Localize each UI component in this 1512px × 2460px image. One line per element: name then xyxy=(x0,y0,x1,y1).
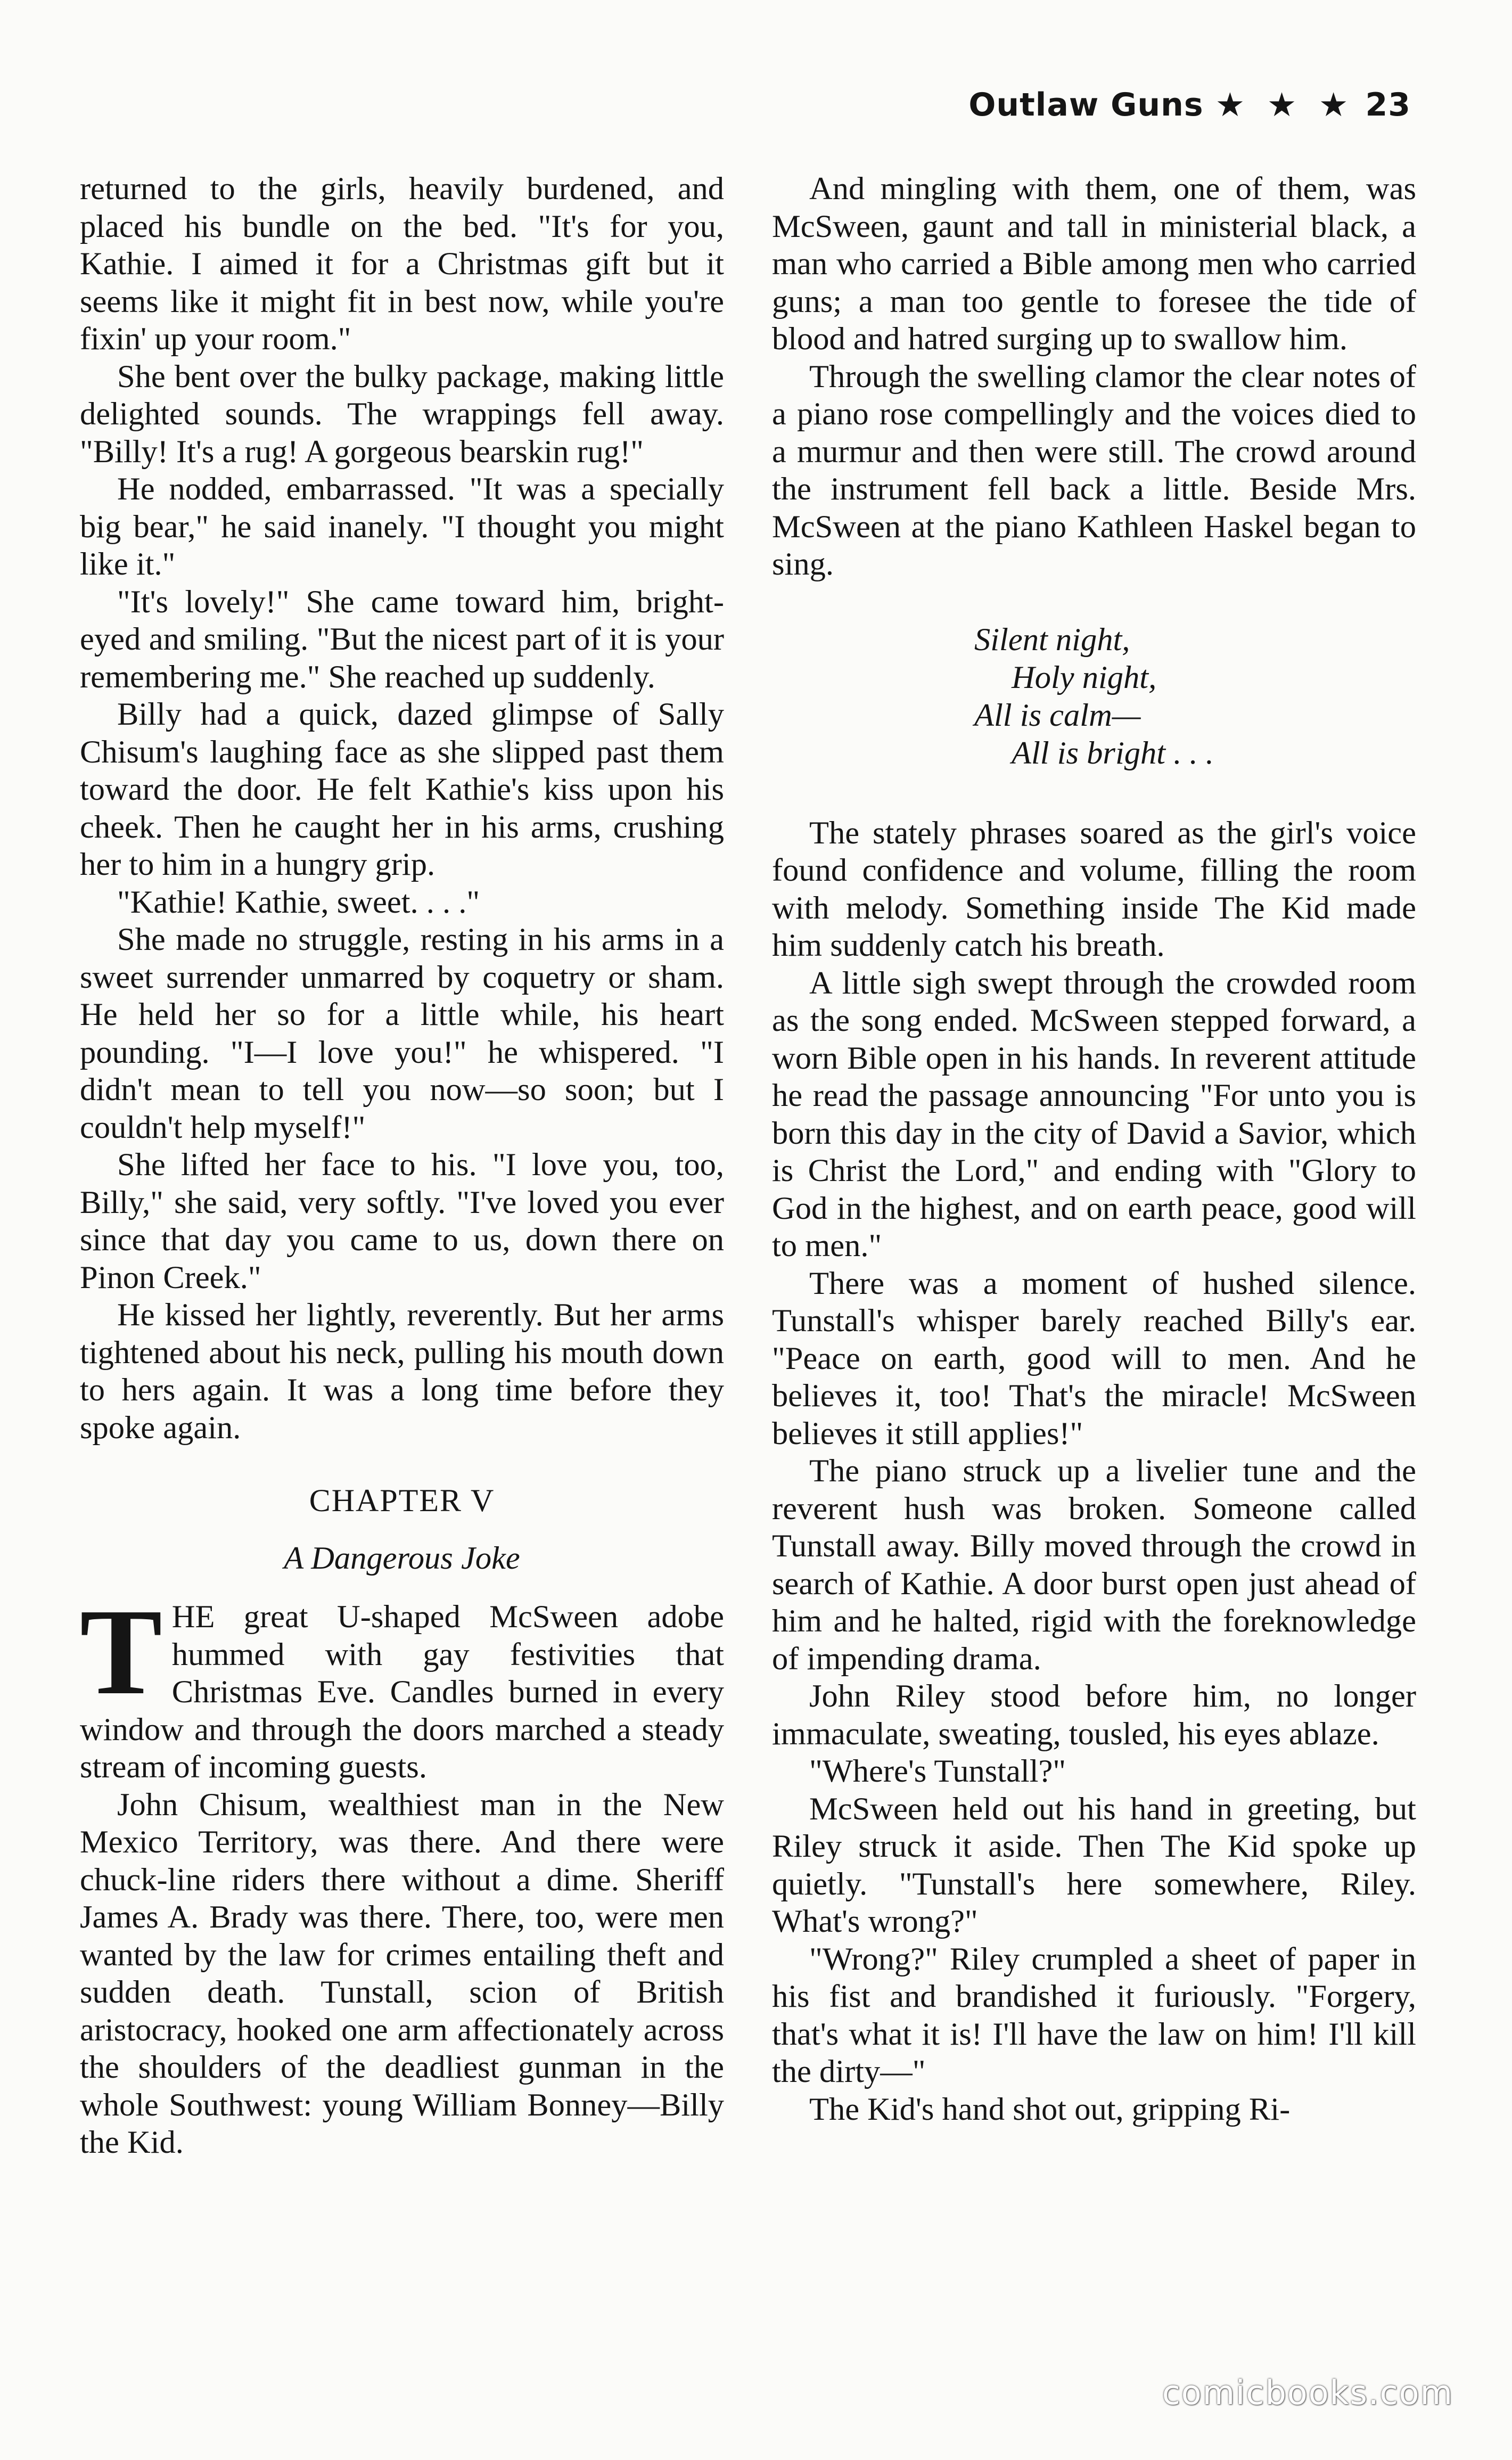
paragraph: "It's lovely!" She came toward him, bright-eyed and smiling. "But the nicest part of it is your remembering me." She reached up suddenly. xyxy=(80,584,724,695)
paragraph: returned to the girls, heavily burdened, and placed his bundle on the bed. "It's for you, Kathie. I aimed it for a Christmas gift but it seems like it might fit in best now, while you're fixin' up your room." xyxy=(80,171,724,357)
chapter-opening-text: HE great U-shaped McSween adobe hummed with gay festivities that Christmas Eve. Candles burned in every window and through the doors marched a steady stream of incoming guests. xyxy=(80,1599,724,1785)
page-number: 23 xyxy=(1365,86,1411,124)
chapter-heading: CHAPTER V xyxy=(309,1483,495,1518)
lyric-line: All is calm— xyxy=(974,697,1141,733)
paragraph: John Chisum, wealthiest man in the New Mexico Territory, was there. And there were chuck-line riders there without a dime. Sheriff James A. Brady was there. There, too, were men wanted by the law for crimes entailing theft and sudden death. Tunstall, scion of British aristocracy, hooked one arm affectionately across the shoulders of the deadliest gunman in the whole Southwest: young William Bonney—Billy the Kid. xyxy=(80,1786,724,2160)
paragraph: And mingling with them, one of them, was McSween, gaunt and tall in ministerial black, a man who carried a Bible among men who carried guns; a man too gentle to foresee the tide of blood and hatred surging up to swallow him. xyxy=(772,171,1416,357)
left-column xyxy=(80,170,724,2162)
paragraph: John Riley stood before him, no longer immaculate, sweating, tousled, his eyes ablaze. xyxy=(772,1678,1416,1752)
right-column xyxy=(772,170,1416,2128)
paragraph: A little sigh swept through the crowded room as the song ended. McSween stepped forward, a worn Bible open in his hands. In reverent attitude he read the passage announcing "For unto you is born this day in the city of David a Savior, which is Christ the Lord," and ending with "Glory to God in the highest, and on earth peace, good will to men." xyxy=(772,965,1416,1264)
paragraph: The stately phrases soared as the girl's voice found confidence and volume, filling the room with melody. Something inside The Kid made him suddenly catch his breath. xyxy=(772,815,1416,963)
paragraph: He kissed her lightly, reverently. But her arms tightened about his neck, pulling his mouth down to hers again. It was a long time before they spoke again. xyxy=(80,1297,724,1446)
paragraph: He nodded, embarrassed. "It was a specially big bear," he said inanely. "I thought you might like it." xyxy=(80,471,724,582)
header-stars: ★ ★ ★ xyxy=(1215,85,1354,124)
header-title: Outlaw Guns xyxy=(968,86,1204,124)
paragraph: The Kid's hand shot out, gripping Ri- xyxy=(809,2091,1291,2127)
paragraph: "Wrong?" Riley crumpled a sheet of paper in his fist and brandished it furiously. "Forgery, that's what it is! I'll have the law on him! I'll kill the dirty—" xyxy=(772,1941,1416,2089)
paragraph: The piano struck up a livelier tune and the reverent hush was broken. Someone called Tunstall away. Billy moved through the crowd in search of Kathie. A door burst open just ahead of him and he halted, rigid with the foreknowledge of impending drama. xyxy=(772,1453,1416,1677)
lyric-line: All is bright . . . xyxy=(1012,735,1214,771)
paragraph: McSween held out his hand in greeting, but Riley struck it aside. Then The Kid spoke up quietly. "Tunstall's here somewhere, Riley. What's wrong?" xyxy=(772,1791,1416,1939)
chapter-title: A Dangerous Joke xyxy=(284,1540,520,1576)
paragraph: She bent over the bulky package, making little delighted sounds. The wrappings fell away. "Billy! It's a rug! A gorgeous bearskin rug!" xyxy=(80,358,724,470)
running-header xyxy=(968,85,1411,124)
lyric-line: Holy night, xyxy=(1012,659,1157,695)
paragraph: There was a moment of hushed silence. Tunstall's whisper barely reached Billy's ear. "Peace on earth, good will to men. And he believes it, too! That's the miracle! McSween believes it still applies!" xyxy=(772,1265,1416,1452)
lyric-line: Silent night, xyxy=(974,621,1130,658)
paragraph: She lifted her face to his. "I love you, too, Billy," she said, very softly. "I've loved you ever since that day you came to us, down there on Pinon Creek." xyxy=(80,1147,724,1295)
paragraph: Billy had a quick, dazed glimpse of Sally Chisum's laughing face as she slipped past them toward the door. He felt Kathie's kiss upon his cheek. Then he caught her in his arms, crushing her to him in a hungry grip. xyxy=(80,696,724,882)
paragraph: Through the swelling clamor the clear notes of a piano rose compellingly and the voices died to a murmur and then were still. The crowd around the instrument fell back a little. Beside Mrs. McSween at the piano Kathleen Haskel began to sing. xyxy=(772,358,1416,582)
paragraph: "Where's Tunstall?" xyxy=(809,1753,1066,1789)
chapter-opening-paragraph xyxy=(80,1584,724,1786)
paragraph: She made no struggle, resting in his arms in a sweet surrender unmarred by coquetry or sham. He held her so for a little while, his heart pounding. "I—I love you!" he whispered. "I didn't mean to tell you now—so soon; but I couldn't help myself!" xyxy=(80,922,724,1145)
song-lyrics xyxy=(974,621,1416,772)
drop-cap: T xyxy=(80,1584,162,1720)
watermark: comicbooks.com xyxy=(1162,2373,1453,2412)
paragraph: "Kathie! Kathie, sweet. . . ." xyxy=(117,884,480,920)
